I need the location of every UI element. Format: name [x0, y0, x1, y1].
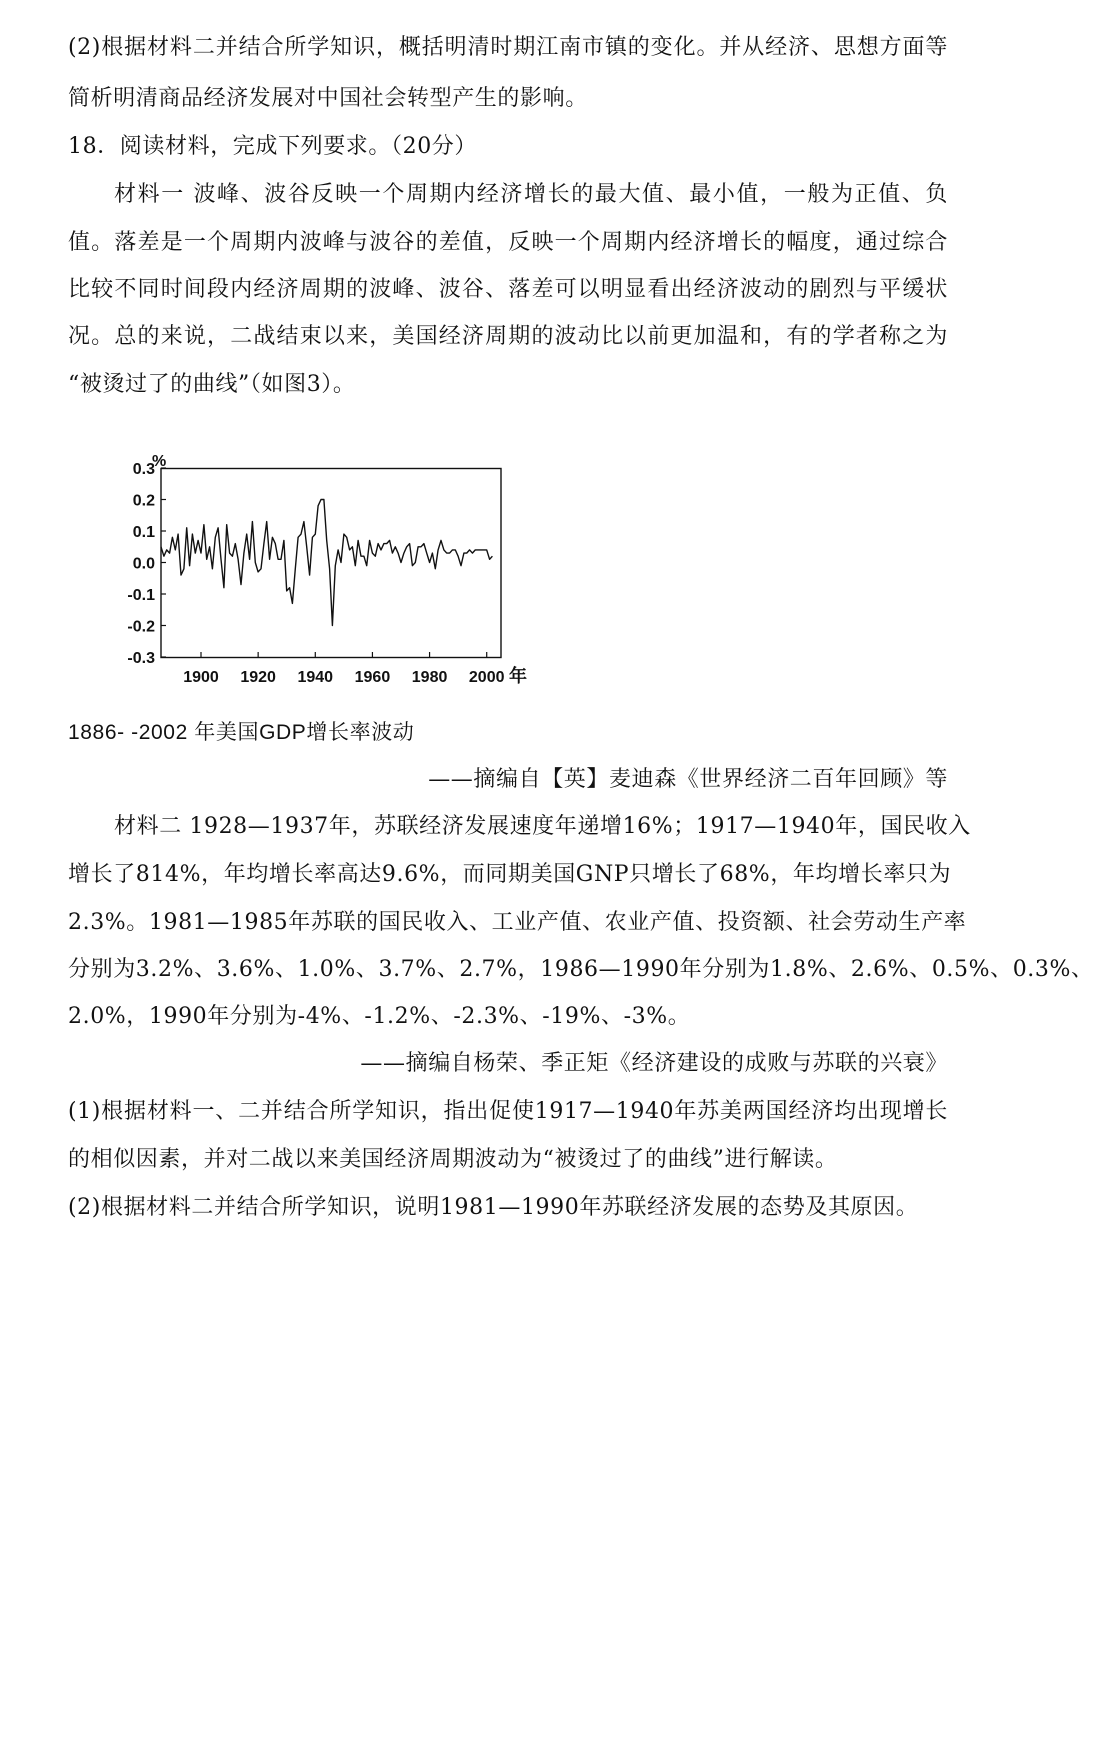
y-tick-label: -0.3: [127, 650, 155, 667]
chart-caption: 1886- -2002 年美国GDP增长率波动: [68, 721, 415, 744]
q18-part1-line2: 的相似因素，并对二战以来美国经济周期波动为“被烫过了的曲线”进行解读。: [68, 1147, 838, 1172]
y-tick-label: 0.2: [132, 492, 155, 510]
x-tick-label: 1920: [240, 669, 276, 686]
q18-part2: (2)根据材料二并结合所学知识，说明1981—1990年苏联经济发展的态势及其原因。: [68, 1195, 919, 1220]
material2-line1: 材料二 1928—1937年，苏联经济发展速度年递增16%；1917—1940年，国民收入: [114, 814, 971, 839]
q18-header: 18．阅读材料，完成下列要求。（20分）: [68, 134, 477, 159]
q17-part2-line2: 简析明清商品经济发展对中国社会转型产生的影响。: [68, 86, 588, 111]
y-tick-label: 0.3: [132, 461, 155, 478]
material1-line2: 值。落差是一个周期内波峰与波谷的差值，反映一个周期内经济增长的幅度，通过综合: [68, 230, 948, 255]
material1-line1: 材料一 波峰、波谷反映一个周期内经济增长的最大值、最小值，一般为正值、负: [114, 182, 948, 207]
material2-line4: 分别为3.2%、3.6%、1.0%、3.7%、2.7%，1986—1990年分别为1.8%、2.6%、0.5%、0.3%、: [68, 957, 1094, 982]
material1-line4: 况。总的来说，二战结束以来，美国经济周期的波动比以前更加温和，有的学者称之为: [68, 324, 948, 349]
material1-line5: “被烫过了的曲线”（如图3）。: [68, 372, 356, 397]
y-tick-label: 0.0: [132, 555, 155, 573]
y-tick-label: -0.1: [127, 587, 155, 604]
y-tick-label: 0.1: [132, 524, 155, 541]
x-tick-label: 2000: [468, 669, 505, 686]
material2-line2: 增长了814%，年均增长率高达9.6%，而同期美国GNP只增长了68%，年均增长率只为: [68, 862, 952, 887]
x-tick-label: 1900: [183, 669, 219, 686]
material2-line3: 2.3%。1981—1985年苏联的国民收入、工业产值、农业产值、投资额、社会劳动生产率: [68, 910, 967, 935]
material1-source: ——摘编自【英】麦迪森《世界经济二百年回顾》等: [428, 767, 948, 792]
x-tick-label: 1980: [411, 669, 448, 686]
material2-line5: 2.0%，1990年分别为-4%、-1.2%、-2.3%、-19%、-3%。: [68, 1004, 691, 1029]
material1-line3: 比较不同时间段内经济周期的波峰、波谷、落差可以明显看出经济波动的剧烈与平缓状: [68, 277, 948, 302]
gdp-growth-line: [161, 500, 492, 626]
y-tick-label: -0.2: [127, 618, 155, 636]
material2-source: ——摘编自杨荣、季正矩《经济建设的成败与苏联的兴衰》: [360, 1051, 948, 1076]
x-tick-label: 1960: [354, 669, 391, 686]
x-tick-label: 1940: [297, 669, 334, 686]
q17-part2-line1: (2)根据材料二并结合所学知识，概括明清时期江南市镇的变化。并从经济、思想方面等: [68, 35, 948, 60]
q18-part1-line1: (1)根据材料一、二并结合所学知识，指出促使1917—1940年苏美两国经济均出现增长: [68, 1099, 948, 1124]
x-axis-label: 年: [509, 666, 527, 686]
y-axis-label: %: [152, 453, 167, 470]
